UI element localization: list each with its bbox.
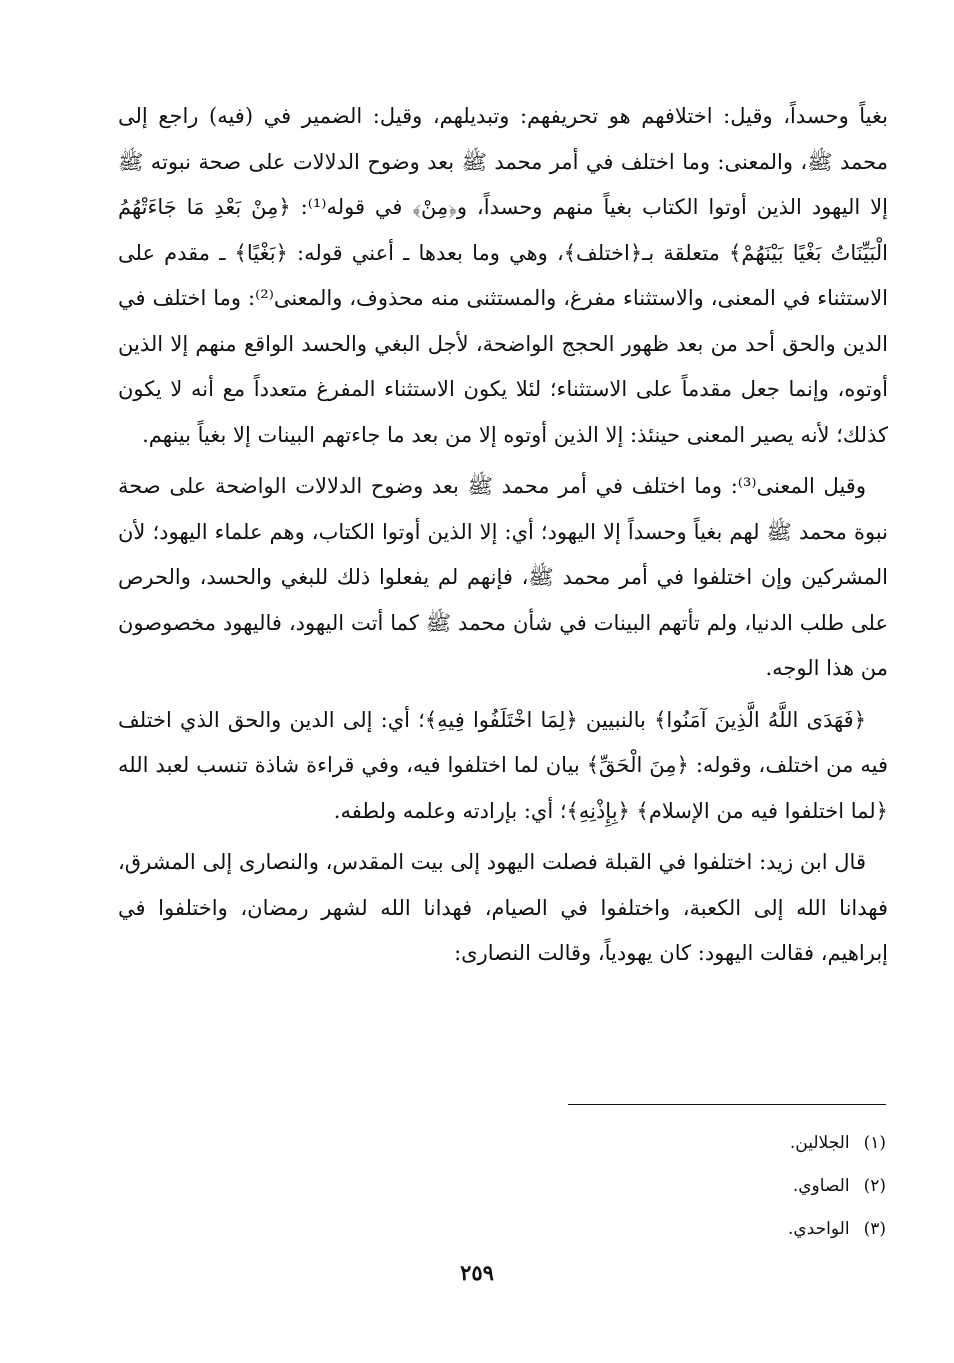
footnote-text: الصاوي. bbox=[792, 1176, 850, 1196]
main-text-block bbox=[118, 94, 888, 977]
footnote-number: (٣) bbox=[863, 1219, 886, 1239]
footnote-item bbox=[118, 1165, 886, 1208]
paragraph: ﴿فَهَدَى اللَّهُ الَّذِينَ آمَنُوا﴾ بالنبيين ﴿لِمَا اخْتَلَفُوا فِيهِ﴾؛ أي: إلى الدين والحق الذي اختلف فيه من اختلف، وقوله: ﴿مِنَ الْحَقِّ﴾ بيان لما اختلفوا فيه، وفي قراءة شاذة تنسب لعبد الله ﴿لما اختلفوا فيه من الإسلام﴾ ﴿بِإِذْنِهِ﴾؛ أي: بإرادته وعلمه ولطفه. bbox=[118, 707, 888, 823]
footnote-item bbox=[118, 1208, 886, 1251]
footnote-item bbox=[118, 1122, 886, 1165]
footnote-number: (٢) bbox=[863, 1176, 886, 1196]
page-number: ٢٥٩ bbox=[460, 1260, 494, 1285]
footnote-text: الواحدي. bbox=[788, 1219, 850, 1239]
paragraph: بغياً وحسداً، وقيل: اختلافهم هو تحريفهم: وتبديلهم، وقيل: الضمير في (فيه) راجع إلى محمد ﷺ، والمعنى: وما اختلف في أمر محمد ﷺ بعد وضوح الدلالات على صحة نبوته ﷺ إلا اليهود الذين أوتوا الكتاب بغياً منهم وحسداً، و﴿مِنْ﴾ في قوله⁽¹⁾: ﴿مِنْ بَعْدِ مَا جَاءَتْهُمُ الْبَيِّنَاتُ بَغْيًا بَيْنَهُمْ﴾ متعلقة بـ﴿اختلف﴾، وهي وما بعدها ـ أعني قوله: ﴿بَغْيًا﴾ ـ مقدم على الاستثناء في المعنى، والاستثناء مفرغ، والمستثنى منه محذوف، والمعنى⁽²⁾: وما اختلف في الدين والحق أحد من بعد ظهور الحجج الواضحة، لأجل البغي والحسد الواقع منهم إلا الذين أوتوه، وإنما جعل مقدماً على الاستثناء؛ لئلا يكون الاستثناء المفرغ متعدداً مع أنه لا يكون كذلك؛ لأنه يصير المعنى حينئذ: إلا الذين أوتوه إلا من بعد ما جاءتهم البينات إلا بغياً بينهم. bbox=[118, 104, 889, 447]
footnote-text: الجلالين. bbox=[789, 1133, 850, 1153]
footnote-divider bbox=[568, 1104, 886, 1105]
footnotes-section bbox=[118, 1122, 886, 1251]
paragraph: قال ابن زيد: اختلفوا في القبلة فصلت اليهود إلى بيت المقدس، والنصارى إلى المشرق، فهدانا الله إلى الكعبة، واختلفوا في الصيام، فهدانا الله لشهر رمضان، واختلفوا في إبراهيم، فقالت اليهود: كان يهودياً، وقالت النصارى: bbox=[118, 850, 888, 965]
footnote-number: (١) bbox=[863, 1133, 886, 1153]
paragraph: وقيل المعنى⁽³⁾: وما اختلف في أمر محمد ﷺ بعد وضوح الدلالات الواضحة على صحة نبوة محمد ﷺ لهم بغياً وحسداً إلا اليهود؛ أي: إلا الذين أوتوا الكتاب، وهم علماء اليهود؛ لأن المشركين وإن اختلفوا في أمر محمد ﷺ، فإنهم لم يفعلوا ذلك للبغي والحسد، والحرص على طلب الدنيا، ولم تأتهم البينات في شأن محمد ﷺ كما أتت اليهود، فاليهود مخصوصون من هذا الوجه. bbox=[118, 474, 888, 680]
